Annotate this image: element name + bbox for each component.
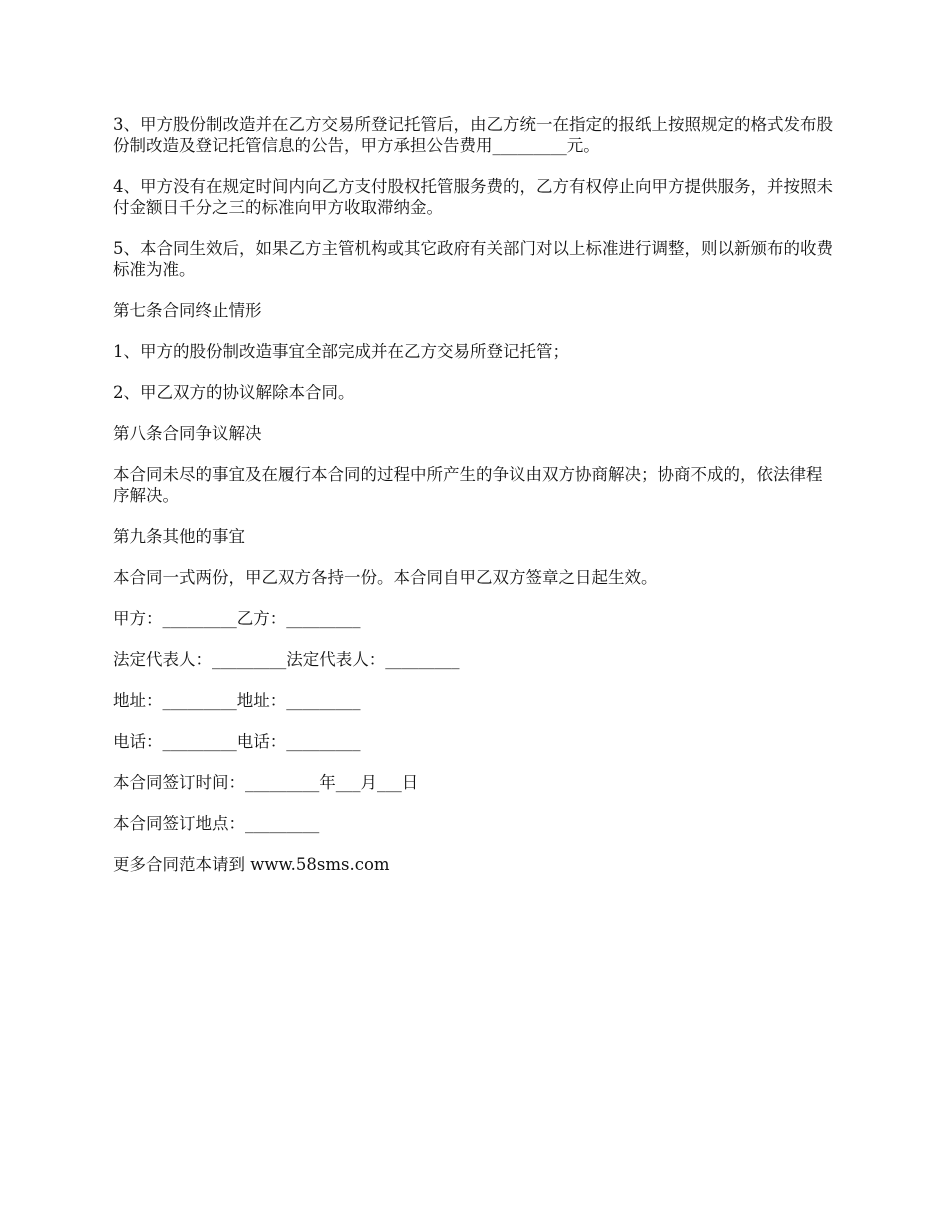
clause-5-standard-adjustment: 5、本合同生效后，如果乙方主管机构或其它政府有关部门对以上标准进行调整，则以新颁布的收费标准为准。	[113, 239, 833, 279]
signature-phones: 电话：_________电话：_________	[113, 732, 361, 751]
article-8-text: 本合同未尽的事宜及在履行本合同的过程中所产生的争议由双方协商解决；协商不成的，依法律程序解决。	[113, 465, 823, 505]
clause-4-late-fee: 4、甲方没有在规定时间内向乙方支付股权托管服务费的，乙方有权停止向甲方提供服务，并按照未付金额日千分之三的标准向甲方收取滞纳金。	[113, 177, 833, 217]
article-7-heading: 第七条合同终止情形	[113, 301, 262, 320]
article-9-heading: 第九条其他的事宜	[113, 527, 245, 546]
signature-legal-representatives: 法定代表人：_________法定代表人：_________	[113, 650, 460, 669]
signing-place: 本合同签订地点：_________	[113, 814, 320, 833]
signing-date: 本合同签订时间：_________年___月___日	[113, 773, 419, 792]
signature-parties: 甲方：_________乙方：_________	[113, 609, 361, 628]
signature-addresses: 地址：_________地址：_________	[113, 691, 361, 710]
more-templates-note: 更多合同范本请到 www.58sms.com	[113, 855, 390, 874]
document-body	[113, 114, 837, 895]
article-8-heading: 第八条合同争议解决	[113, 424, 262, 443]
article-7-item-1: 1、甲方的股份制改造事宜全部完成并在乙方交易所登记托管；	[113, 342, 569, 361]
article-9-text: 本合同一式两份，甲乙双方各持一份。本合同自甲乙双方签章之日起生效。	[113, 568, 658, 587]
article-7-item-2: 2、甲乙双方的协议解除本合同。	[113, 383, 355, 402]
clause-3-announcement-fee: 3、甲方股份制改造并在乙方交易所登记托管后，由乙方统一在指定的报纸上按照规定的格式发布股份制改造及登记托管信息的公告，甲方承担公告费用_________元。	[113, 115, 833, 155]
